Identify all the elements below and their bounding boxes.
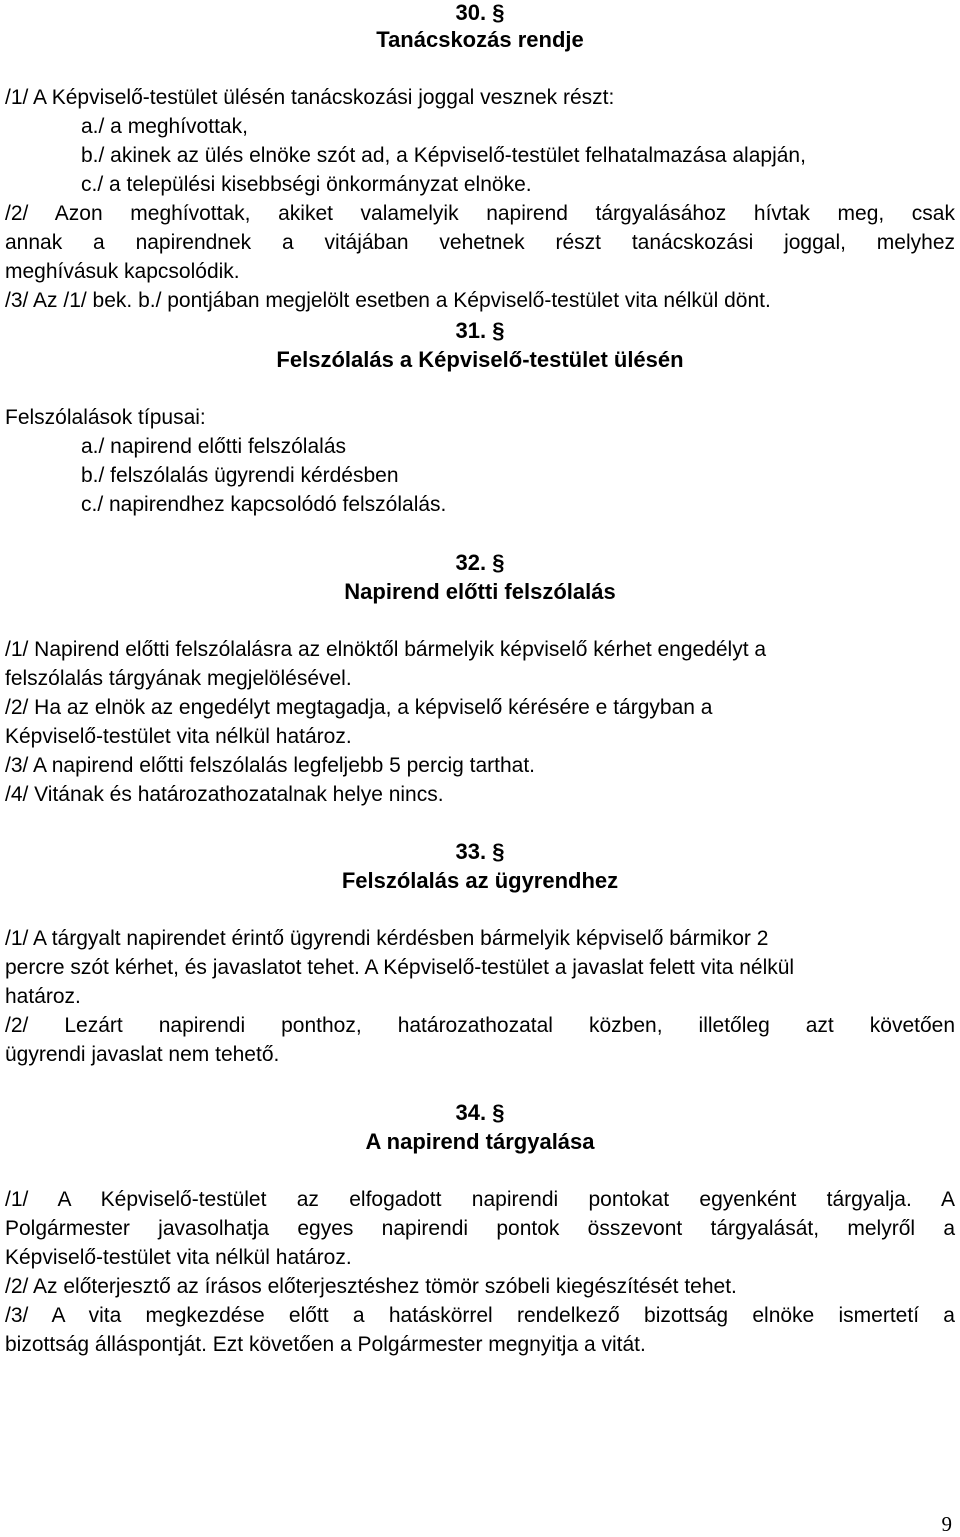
section-32-number: 32. § [455,550,505,575]
section-34-line: Polgármester javasolhatja egyes napirendi pontok összevont tárgyalását, melyről a [5,1217,955,1240]
section-34-line: bizottság álláspontját. Ezt követően a Polgármester megnyitja a vitát. [5,1333,646,1356]
section-32-line: /3/ A napirend előtti felszólalás legfeljebb 5 percig tarthat. [5,754,536,777]
section-32-line: /2/ Ha az elnök az engedélyt megtagadja, a képviselő kérésére e tárgyban a [5,696,713,719]
section-30-line: /2/ Azon meghívottak, akiket valamelyik napirend tárgyalásához hívtak meg, csak [5,202,955,225]
section-31-line: c./ napirendhez kapcsolódó felszólalás. [81,493,447,516]
section-33-line: percre szót kérhet, és javaslatot tehet. A Képviselő-testület a javaslat felett vita nélkül [5,956,795,979]
section-30-line: c./ a települési kisebbségi önkormányzat elnöke. [81,173,532,196]
section-33-line: határoz. [5,985,81,1008]
section-30-line: b./ akinek az ülés elnöke szót ad, a Képviselő-testület felhatalmazása alapján, [81,144,806,167]
section-32-line: felszólalás tárgyának megjelölésével. [5,667,352,690]
section-30-line: /1/ A Képviselő-testület ülésén tanácskozási joggal vesznek részt: [5,86,615,109]
section-33-line: ügyrendi javaslat nem tehető. [5,1043,280,1066]
section-33-number: 33. § [455,839,505,864]
section-34-title: A napirend tárgyalása [365,1129,595,1154]
section-32-line: /4/ Vitának és határozathozatalnak helye nincs. [5,783,444,806]
section-31-line: a./ napirend előtti felszólalás [81,435,346,458]
section-30-title: Tanácskozás rendje [376,27,584,52]
section-31-line: b./ felszólalás ügyrendi kérdésben [81,464,399,487]
section-30-line: meghívásuk kapcsolódik. [5,260,240,283]
section-30-line: annak a napirendnek a vitájában vehetnek részt tanácskozási joggal, melyhez [5,231,955,254]
section-34-line: /1/ A Képviselő-testület az elfogadott napirendi pontokat egyenként tárgyalja. A [5,1188,955,1211]
section-33-line: /1/ A tárgyalt napirendet érintő ügyrendi kérdésben bármelyik képviselő bármikor 2 [5,927,769,950]
section-34-line: /2/ Az előterjesztő az írásos előterjesztéshez tömör szóbeli kiegészítését tehet. [5,1275,737,1298]
section-31-line: Felszólalások típusai: [5,406,206,429]
section-31-number: 31. § [455,318,505,343]
section-31-title: Felszólalás a Képviselő-testület ülésén [276,347,684,372]
section-32-line: /1/ Napirend előtti felszólalásra az elnöktől bármelyik képviselő kérhet engedélyt a [5,638,767,661]
section-32-title: Napirend előtti felszólalás [344,579,616,604]
section-34-line: /3/ A vita megkezdése előtt a hatáskörrel rendelkező bizottság elnöke ismertetí a [5,1304,955,1327]
section-33-title: Felszólalás az ügyrendhez [341,868,619,893]
section-32-line: Képviselő-testület vita nélkül határoz. [5,725,352,748]
section-30-number: 30. § [455,0,505,25]
section-30-line: a./ a meghívottak, [81,115,248,138]
section-33-line: /2/ Lezárt napirendi ponthoz, határozathozatal közben, illetőleg azt követően [5,1014,955,1037]
section-34-number: 34. § [455,1100,505,1125]
section-34-line: Képviselő-testület vita nélkül határoz. [5,1246,352,1269]
page-number: 9 [941,1512,952,1536]
section-30-line: /3/ Az /1/ bek. b./ pontjában megjelölt esetben a Képviselő-testület vita nélkül dönt. [5,289,771,312]
